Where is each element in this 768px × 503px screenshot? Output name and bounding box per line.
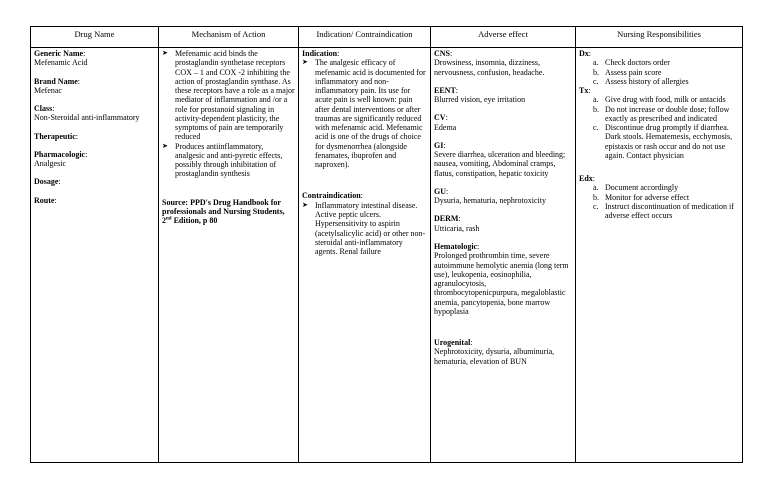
hematologic-value: Prolonged prothrombin time, severe autoimmune hemolytic anemia (long term use), leukopenia, eosinophilia, agranulocytosis, thrombocytopenicpurpura, megaloblastic anemia, pancytopenia, bone marrow hypoplasia xyxy=(434,251,569,316)
list-marker: b. xyxy=(593,192,599,202)
cv-value: Edema xyxy=(434,122,457,132)
content-row xyxy=(31,48,743,463)
indication-item: ➤ The analgesic efficacy of mefenamic acid is documented for inflammatory and non-inflammatory pain. Its use for acute pain is well known: pain after dental interventions or after traumas are significantly reduced with mefenamic acid. Mefenamic acid is one of the drugs of choice for dysmenorrhea (alongside fenamates, ibuprofen and naproxen). xyxy=(302,58,427,169)
source-text: Source: PPD's Drug Handbook for professionals and Nursing Students, 2 xyxy=(162,197,285,226)
gi-value: Severe diarrhea, ulceration and bleeding; nausea, vomiting, Abdominal cramps, flatus, constipation, hepatic toxicity xyxy=(434,150,566,178)
dx-item-text: Check doctors order xyxy=(605,58,670,68)
eent-label: EENT xyxy=(434,85,456,95)
list-marker: c. xyxy=(593,201,599,211)
tx-item-text: Give drug with food, milk or antacids xyxy=(605,95,726,105)
edx-item xyxy=(593,202,739,221)
dx-item xyxy=(593,58,739,67)
source-superscript: nd xyxy=(166,216,172,222)
tx-item-text: Discontinue drug promptly if diarrhea. Dark stools. Hematemesis, ecchymosis, epistaxis or rash occur and do not use again. Contact physician xyxy=(605,123,733,160)
header-nursing-responsibilities: Nursing Responsibilities xyxy=(576,27,743,48)
nursing-cell: Dx: a. Check doctors order b. Assess pain score c. Assess history of allergies Tx: a. Give drug with food, milk or antacids b. Do not increase or double dose; follow exactly as prescribed and indicated c. Discontinue drug promptly if diarrhea. Dark stools. Hematemesis, ecchymosis, epistaxis or rash occur and do not use again. Contact physician Edx: a. Document accordingly b. Monitor for adverse effect c. Instruct discontinuation of medication if adverse effect occurs xyxy=(576,48,743,463)
mechanism-item: ➤ Mefenamic acid binds the prostaglandin synthetase receptors COX – 1 and COX -2 inhibiting the action of prostaglandin synthase. As these receptors have a role as a major mediator of inflammation and /or a role for prostanoid signaling in activity-dependent plasticity, the symptoms of pain are temporarily reduced xyxy=(162,49,295,142)
eent-value: Blurred vision, eye irritation xyxy=(434,95,526,105)
header-mechanism: Mechanism of Action xyxy=(159,27,299,48)
source-edition: Edition, p 80 xyxy=(171,216,218,226)
list-marker: c. xyxy=(593,123,599,133)
cns-label: CNS xyxy=(434,49,451,58)
edx-item-text: Document accordingly xyxy=(605,183,679,193)
edx-label: Edx xyxy=(579,174,593,184)
generic-name-label: Generic Name xyxy=(34,49,84,58)
pharmacologic-value: Analgesic xyxy=(34,159,66,169)
class-label: Class xyxy=(34,104,53,114)
tx-item xyxy=(593,123,739,160)
contraindication-label: Contraindication xyxy=(302,191,361,201)
brand-name-label: Brand Name xyxy=(34,76,78,86)
indication-cell: Indication: ➤ The analgesic efficacy of mefenamic acid is documented for inflammatory and non-inflammatory pain. Its use for acute pain is well known: pain after dental interventions or after traumas are significantly reduced with mefenamic acid. Mefenamic acid is one of the drugs of choice for dysmenorrhea (alongside fenamates, ibuprofen and naproxen). Contraindication: ➤ Inflammatory intestinal disease. Active peptic ulcers. Hypersensitivity to aspirin (acetylsalicylic acid) or other non-steroidal anti-inflammatory agents. Renal failure xyxy=(299,48,431,463)
cns-value: Drowsiness, insomnia, dizziness, nervousness, confusion, headache. xyxy=(434,58,545,77)
pharmacologic-label: Pharmacologic xyxy=(34,149,86,159)
mechanism-list xyxy=(162,49,295,179)
edx-list xyxy=(579,183,739,220)
tx-label: Tx xyxy=(579,86,589,96)
mechanism-item: ➤ Produces antiinflammatory, analgesic and anti-pyretic effects, possibly through inhibitation of prostaglandin synthesis xyxy=(162,142,295,179)
route-label: Route xyxy=(34,195,55,205)
dx-item-text: Assess history of allergies xyxy=(605,76,689,86)
source-citation xyxy=(162,198,295,226)
tx-item xyxy=(593,105,739,124)
header-row xyxy=(31,27,743,48)
gu-value: Dysuria, hematuria, nephrotoxicity xyxy=(434,196,546,206)
generic-name-value: Mefenamic Acid xyxy=(34,58,88,68)
indication-list xyxy=(302,58,427,169)
dx-item xyxy=(593,77,739,86)
therapeutic-label: Therapeutic xyxy=(34,131,76,141)
header-drug-name: Drug Name xyxy=(31,27,159,48)
edx-item-text: Monitor for adverse effect xyxy=(605,192,690,202)
list-marker: b. xyxy=(593,104,599,114)
contraindication-item: ➤ Inflammatory intestinal disease. Active peptic ulcers. Hypersensitivity to aspirin (acetylsalicylic acid) or other non-steroidal anti-inflammatory agents. Renal failure xyxy=(302,201,427,257)
tx-item-text: Do not increase or double dose; follow exactly as prescribed and indicated xyxy=(605,104,730,123)
adverse-effect-cell: CNS: Drowsiness, insomnia, dizziness, nervousness, confusion, headache. EENT: Blurred vision, eye irritation CV: Edema GI: Severe diarrhea, ulceration and bleeding; nausea, vomiting, Abdominal cramps, flatus, constipation, hepatic toxicity GU: Dysuria, hematuria, nephrotoxicity DERM: Utticaria, rash Hematologic: Prolonged prothrombin time, severe autoimmune hemolytic anemia (long term use), leukopenia, eosinophilia, agranulocytosis, thrombocytopenicpurpura, megaloblastic anemia, pancytopenia, bone marrow hypoplasia Urogenital: Nephrotoxicity, dysuria, albuminuria, hematuria, elevation of BUN xyxy=(431,48,576,463)
urogenital-label: Urogenital xyxy=(434,338,471,348)
dx-label: Dx xyxy=(579,49,589,58)
gi-label: GI xyxy=(434,140,444,150)
edx-item-text: Instruct discontinuation of medication if adverse effect occurs xyxy=(605,201,734,221)
edx-item xyxy=(593,193,739,202)
list-marker: c. xyxy=(593,76,599,86)
tx-item xyxy=(593,95,739,104)
cv-label: CV xyxy=(434,113,446,123)
indication-label: Indication xyxy=(302,49,338,58)
drug-study-table xyxy=(30,26,743,463)
derm-value: Utticaria, rash xyxy=(434,223,480,233)
dx-item-text: Assess pain score xyxy=(605,67,662,77)
dx-item xyxy=(593,68,739,77)
list-marker: a. xyxy=(593,95,599,105)
hematologic-label: Hematologic xyxy=(434,241,478,251)
list-marker: a. xyxy=(593,183,599,193)
list-marker: b. xyxy=(593,67,599,77)
drug-name-cell: Generic Name: Mefenamic Acid Brand Name: Mefenac Class: Non-Steroidal anti-inflammatory Therapeutic: Pharmacologic: Analgesic Dosage: Route: xyxy=(31,48,159,463)
dx-list xyxy=(579,58,739,86)
header-indication: Indication/ Contraindication xyxy=(299,27,431,48)
class-value: Non-Steroidal anti-inflammatory xyxy=(34,113,140,123)
header-adverse-effect: Adverse effect xyxy=(431,27,576,48)
dosage-label: Dosage xyxy=(34,177,59,187)
derm-label: DERM xyxy=(434,214,459,224)
gu-label: GU xyxy=(434,186,446,196)
tx-list xyxy=(579,95,739,160)
mechanism-cell xyxy=(159,48,299,463)
edx-item xyxy=(593,183,739,192)
contraindication-list xyxy=(302,201,427,257)
list-marker: a. xyxy=(593,58,599,68)
urogenital-value: Nephrotoxicity, dysuria, albuminuria, hematuria, elevation of BUN xyxy=(434,347,555,366)
brand-name-value: Mefenac xyxy=(34,85,62,95)
